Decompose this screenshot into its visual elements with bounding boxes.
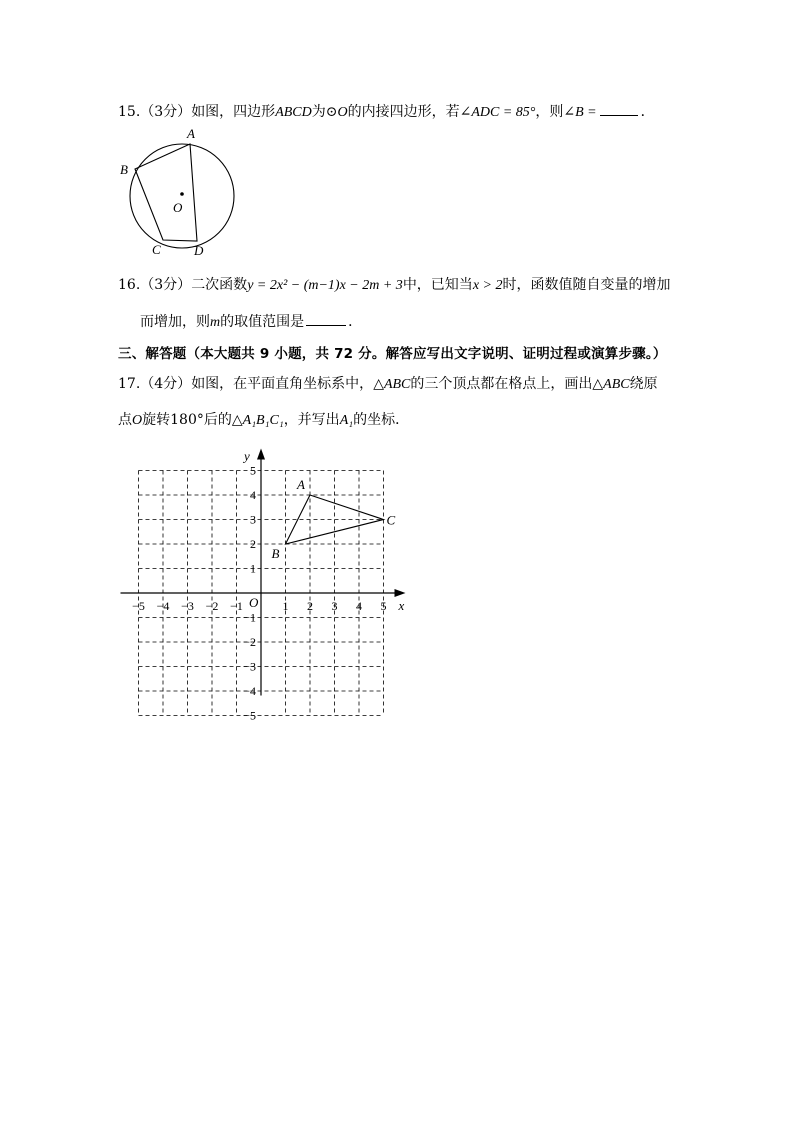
y-axis-label: y: [244, 448, 250, 464]
q15-angle-ask: ∠B =: [563, 105, 597, 120]
q17-line2-a: 点: [118, 412, 132, 428]
q16-text-c: 时，函数值随自变量的增加: [502, 277, 671, 293]
q17-line1-b: 的三个顶点都在格点上，画出: [410, 376, 593, 392]
label-C: C: [152, 242, 161, 257]
q16-answer-blank[interactable]: [306, 313, 346, 326]
q15-quad: ABCD: [275, 105, 312, 120]
y-tick-label: 2: [250, 537, 256, 551]
label-O: O: [173, 200, 183, 215]
vertex-label-C: C: [386, 512, 396, 528]
q17-triangle-2: △ABC: [592, 377, 630, 392]
q16-text-b: 中，已知当: [402, 277, 473, 293]
q16-score: （3分）: [140, 277, 192, 293]
x-tick-label: −4: [156, 599, 170, 613]
q16-condition: x > 2: [472, 278, 503, 293]
section-3-heading: 三、解答题（本大题共 9 小题，共 72 分。解答应写出文字说明、证明过程或演算步骤。）: [118, 346, 667, 362]
label-D: D: [194, 243, 204, 258]
q17-degree: 180°: [170, 412, 204, 428]
q16-line2-a: 而增加，则: [140, 314, 210, 330]
q16-formula: y = 2x² − (m−1)x − 2m + 3: [247, 278, 403, 293]
q16-line2-b: 的取值范围是: [220, 314, 305, 330]
x-tick-label: −2: [205, 599, 219, 613]
q17-line2-c: 后的△: [203, 412, 243, 428]
y-tick-label: 5: [250, 463, 256, 478]
question-15: [118, 102, 655, 123]
question-17: [118, 374, 658, 395]
q16-number: 16.: [118, 277, 141, 293]
quadrilateral-abcd: [135, 144, 197, 241]
y-tick-label: 4: [250, 488, 256, 502]
q15-circle-figure: [112, 124, 247, 264]
x-tick-label: 5: [380, 599, 387, 613]
x-tick-label: −1: [230, 599, 243, 613]
q15-number: 15.: [118, 104, 141, 120]
vertex-label-B: B: [271, 546, 280, 561]
q17-line1-a: 如图，在平面直角坐标系中，: [191, 376, 374, 392]
q15-circle: ⊙O: [325, 105, 348, 120]
q15-answer-blank[interactable]: [600, 103, 638, 116]
q17-score: （4分）: [140, 376, 192, 392]
q17-origin: O: [132, 413, 143, 428]
y-tick-label: −2: [243, 635, 256, 649]
q15-score: （3分）: [140, 104, 192, 120]
q15-angle-given: ∠ADC = 85°: [459, 105, 536, 120]
q16-text-a: 二次函数: [191, 277, 248, 293]
y-tick-label: 1: [250, 561, 256, 576]
label-A: A: [187, 126, 195, 141]
center-point: [180, 192, 184, 196]
x-axis-label: x: [398, 598, 405, 613]
origin-label: O: [249, 595, 259, 610]
x-tick-label: 4: [356, 599, 362, 613]
y-axis-arrow: [257, 449, 265, 460]
y-tick-label: −5: [243, 708, 256, 723]
q15-text-c: 的内接四边形，若: [347, 104, 460, 120]
question-16-line2: [140, 312, 362, 333]
q17-number: 17.: [118, 376, 141, 392]
question-16: [118, 275, 670, 296]
q17-line2-d: ，并写出: [283, 412, 340, 428]
question-17-line2: [118, 410, 409, 431]
y-tick-label: 3: [250, 512, 256, 527]
x-axis-arrow: [395, 589, 406, 597]
y-tick-label: −1: [243, 610, 256, 625]
x-tick-label: −3: [181, 599, 194, 613]
q17-point: A₁: [339, 413, 354, 428]
q17-new-triangle: A₁B₁C₁: [242, 413, 284, 428]
q17-line2-b: 旋转: [142, 412, 171, 428]
y-tick-label: −3: [243, 659, 256, 674]
q15-text-b: 为: [311, 104, 326, 120]
q17-line1-c: 绕原: [629, 376, 658, 392]
q17-coordinate-grid: [110, 440, 420, 745]
q16-var: m: [210, 315, 221, 330]
q17-line2-e: 的坐标．: [353, 412, 410, 428]
x-tick-label: 1: [282, 599, 289, 613]
vertex-label-A: A: [297, 477, 305, 492]
q15-text-a: 如图，四边形: [191, 104, 276, 120]
q17-triangle: △ABC: [373, 377, 411, 392]
x-tick-label: −5: [132, 599, 145, 613]
q15-end: ．: [640, 104, 655, 120]
x-tick-label: 2: [307, 599, 313, 613]
y-tick-label: −4: [243, 684, 256, 698]
x-tick-label: 3: [331, 599, 338, 613]
q16-end: ．: [348, 314, 363, 330]
q15-text-d: ，则: [535, 104, 564, 120]
label-B: B: [120, 162, 128, 177]
